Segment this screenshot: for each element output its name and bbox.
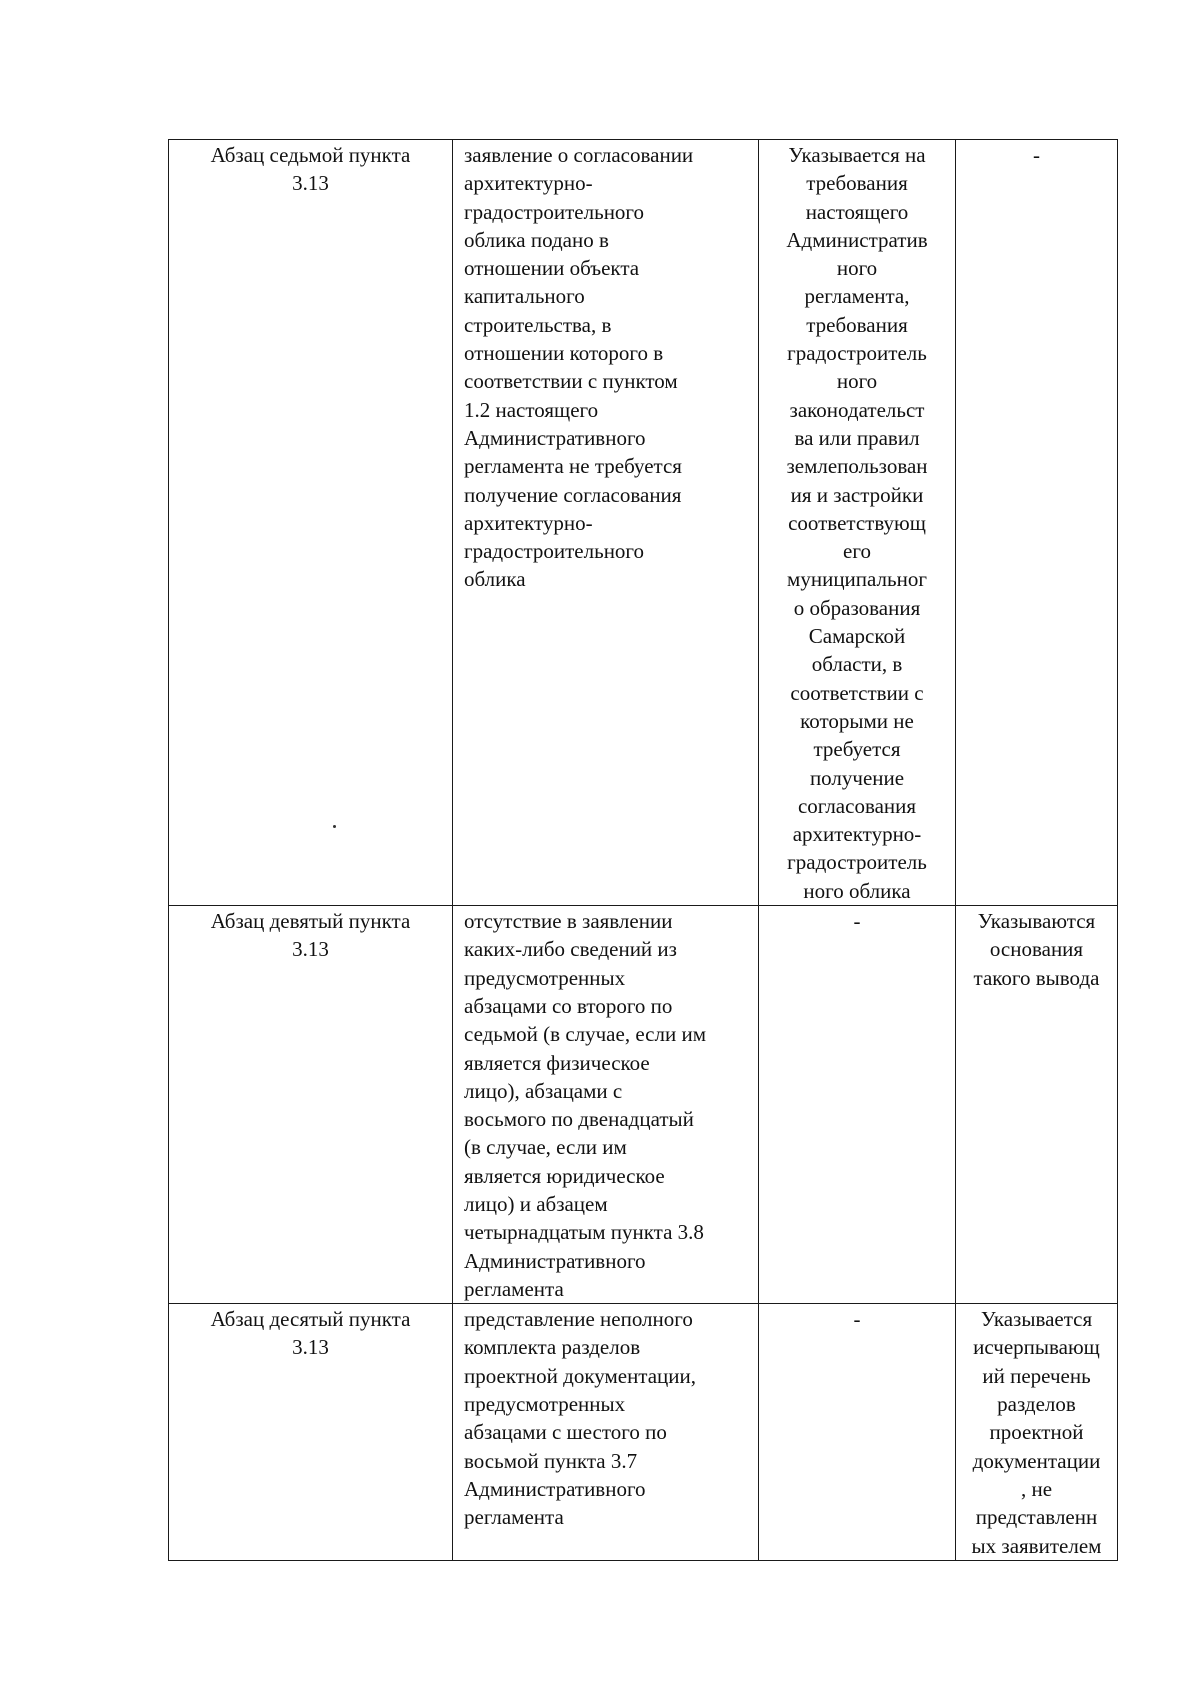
note-cell: -	[956, 140, 1118, 906]
note-cell: Указываются основания такого вывода	[956, 906, 1118, 1304]
table-row	[169, 1304, 1118, 1561]
scan-speck	[333, 825, 336, 828]
explanation-cell: Указывается на требования настоящего Административ ного регламента, требования градостроитель ного законодательст ва или правил землепользован ия и застройки соответствующ его муниципальног о образования Самарской области, в соответствии с которыми не требуется получение согласования архитектурно- градостроитель ного облика	[759, 140, 956, 906]
paragraph-cell: Абзац девятый пункта 3.13	[169, 906, 453, 1304]
note-cell: Указывается исчерпывающ ий перечень разделов проектной документации , не представленн ых заявителем	[956, 1304, 1118, 1561]
ground-cell: представление неполного комплекта разделов проектной документации, предусмотренных абзацами с шестого по восьмой пункта 3.7 Административного регламента	[453, 1304, 759, 1561]
paragraph-cell: Абзац седьмой пункта 3.13	[169, 140, 453, 906]
grounds-table	[168, 139, 1118, 1561]
ground-cell: заявление о согласовании архитектурно- градостроительного облика подано в отношении объекта капитального строительства, в отношении которого в соответствии с пунктом 1.2 настоящего Административного регламента не требуется получение согласования архитектурно- градостроительного облика	[453, 140, 759, 906]
paragraph-cell: Абзац десятый пункта 3.13	[169, 1304, 453, 1561]
table-row	[169, 140, 1118, 906]
explanation-cell: -	[759, 906, 956, 1304]
ground-cell: отсутствие в заявлении каких-либо сведений из предусмотренных абзацами со второго по седьмой (в случае, если им является физическое лицо), абзацами с восьмого по двенадцатый (в случае, если им является юридическое лицо) и абзацем четырнадцатым пункта 3.8 Административного регламента	[453, 906, 759, 1304]
explanation-cell: -	[759, 1304, 956, 1561]
table-row	[169, 906, 1118, 1304]
